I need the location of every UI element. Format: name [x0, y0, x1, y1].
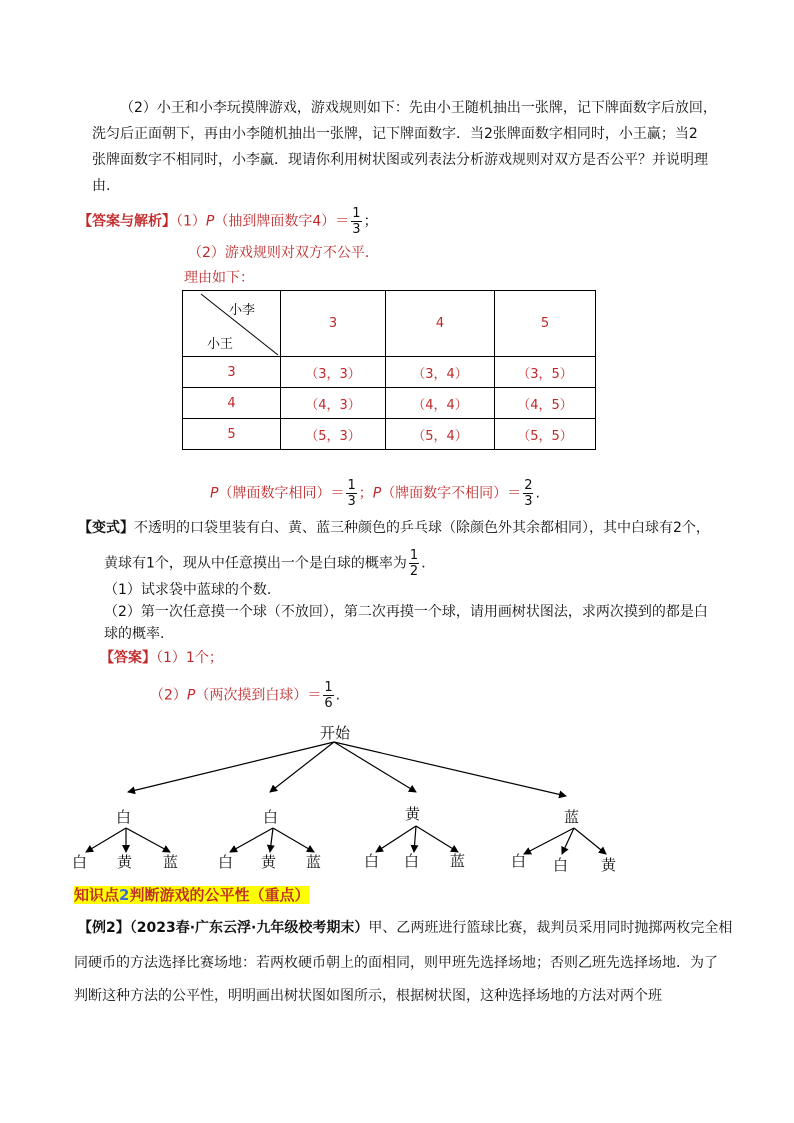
answer2-p: P: [186, 687, 196, 704]
table-cell: （5，5）: [495, 419, 596, 450]
tree-leaf: 黄: [601, 856, 617, 874]
tree-edge: [376, 826, 416, 852]
variant-fraction: [409, 548, 419, 579]
variant-text2b: ．: [421, 555, 436, 572]
problem2-line2: 洗匀后正面朝下，再由小李随机抽出一张牌，记下牌面数字．当2张牌面数字相同时，小王赢；当2: [92, 126, 698, 142]
example2-source: （2023春·广东云浮·九年级校考期末）: [129, 920, 369, 936]
answer2-prefix: （2）: [150, 687, 187, 704]
answer2-num: 1: [324, 680, 333, 695]
tree-leaf: 蓝: [450, 852, 466, 870]
answer2-den: 6: [324, 696, 333, 711]
tree-node-l1: 白: [116, 808, 132, 826]
probability-line: [210, 478, 540, 509]
prob-fraction-same: [346, 478, 356, 509]
prob-p2: P: [372, 485, 382, 502]
tree-edge: [128, 742, 334, 792]
corner-top-label: 小李: [229, 303, 256, 318]
variant-den: 2: [409, 564, 419, 579]
col-header: 5: [495, 291, 596, 357]
tree-edge: [416, 826, 458, 852]
prob-den-same: 3: [347, 494, 356, 509]
tree-leaf: 白: [72, 853, 88, 871]
answer1-p: P: [205, 213, 215, 230]
tree-edge: [126, 828, 170, 852]
variant-num: 1: [409, 548, 419, 563]
problem2-line4: 由.: [92, 178, 111, 194]
example2-tag: 【例2】: [78, 920, 130, 936]
prob-fraction-diff: [523, 478, 533, 509]
section-title: 判断游戏的公平性（重点）: [129, 886, 310, 904]
answer1-num: 1: [352, 206, 361, 221]
tree-edge: [230, 828, 273, 852]
answer1-event: （抽到牌面数字4）＝: [214, 213, 350, 230]
prob-event-diff: （牌面数字不相同）＝: [381, 485, 522, 502]
tree-node-l1: 黄: [405, 805, 421, 823]
answer1-end: ；: [363, 213, 378, 230]
section-heading: [74, 884, 309, 906]
answer1-part2: （2）游戏规则对双方不公平．: [188, 245, 379, 261]
tree-diagram: [0, 720, 794, 880]
answer2-line2: [150, 680, 340, 711]
prob-end: .: [535, 485, 540, 502]
answer2-event: （两次摸到白球）＝: [195, 687, 322, 704]
table-cell: （3，3）: [281, 357, 386, 388]
tree-edge: [414, 826, 416, 852]
tree-edge: [273, 828, 314, 852]
example2-text1: 甲、乙两班进行篮球比赛，裁判员采用同时抛掷两枚完全相: [368, 920, 733, 936]
tree-edge: [574, 828, 606, 854]
tree-edge: [334, 742, 566, 796]
table-cell: （5，4）: [386, 419, 495, 450]
variant-q2-line2: 球的概率.: [104, 626, 165, 642]
answer2-tag: 【答案】: [100, 650, 156, 666]
tree-edge: [86, 828, 126, 852]
tree-leaf: 黄: [117, 853, 133, 871]
tree-leaf: 蓝: [306, 853, 322, 871]
corner-bottom-label: 小王: [207, 337, 234, 352]
reason-label: 理由如下：: [184, 270, 254, 286]
answer1-den: 3: [352, 222, 361, 237]
example2-line2: 同硬币的方法选择比赛场地：若两枚硬币朝上的面相同，则甲班先选择场地；否则乙班先选择场地．为了: [74, 955, 718, 971]
example2-line1: [78, 918, 732, 938]
tree-leaf: 白: [404, 852, 420, 870]
problem2-line3: 张牌面数字不相同时，小李赢．现请你利用树状图或列表法分析游戏规则对双方是否公平？并说明理: [92, 152, 708, 168]
variant-line1: [78, 518, 710, 538]
answer1-fraction: [351, 206, 361, 237]
answer2-end: .: [335, 687, 341, 704]
tree-leaf: 白: [364, 852, 380, 870]
table-cell: （3，5）: [495, 357, 596, 388]
answer2-part1: （1）1个；: [156, 650, 223, 666]
prob-sep: ；: [358, 485, 373, 502]
variant-q1: （1）试求袋中蓝球的个数.: [104, 582, 272, 598]
table-cell: （4，5）: [495, 388, 596, 419]
variant-tag: 【变式】: [78, 520, 134, 536]
table-cell: （4，3）: [281, 388, 386, 419]
table-cell: （5，3）: [281, 419, 386, 450]
tree-leaf: 白: [218, 853, 234, 871]
section-number: 2: [119, 886, 130, 904]
tree-leaf: 黄: [261, 853, 277, 871]
table-cell: （3，4）: [386, 357, 495, 388]
answer-analysis-tag: 【答案与解析】: [78, 213, 176, 230]
prob-num-same: 1: [347, 478, 356, 493]
prob-p1: P: [210, 485, 219, 502]
problem2-line1: （2）小王和小李玩摸牌游戏，游戏规则如下：先由小王随机抽出一张牌，记下牌面数字后放回，: [120, 100, 717, 116]
tree-edge: [562, 828, 574, 854]
tree-edge: [334, 742, 416, 792]
prob-num-diff: 2: [524, 478, 533, 493]
answer1-prefix: （1）: [176, 213, 206, 230]
tree-edge: [270, 828, 273, 852]
variant-q2-line1: （2）第一次任意摸一个球（不放回），第二次再摸一个球，请用画树状图法，求两次摸到的都是白: [104, 604, 708, 620]
answer2-fraction: [323, 680, 333, 711]
col-header: 4: [386, 291, 495, 357]
table-cell: （4，4）: [386, 388, 495, 419]
tree-leaf: 白: [553, 856, 569, 874]
section-prefix: 知识点: [74, 886, 120, 904]
tree-leaf: 白: [511, 852, 527, 870]
tree-node-l1: 蓝: [564, 808, 580, 826]
example2-line3: 判断这种方法的公平性，明明画出树状图如图所示，根据树状图，这种选择场地的方法对两个班: [74, 988, 662, 1004]
prob-event-same: （牌面数字相同）＝: [218, 485, 345, 502]
outcome-table: [182, 290, 596, 450]
row-header: 4: [183, 388, 281, 419]
col-header: 3: [281, 291, 386, 357]
table-corner-cell: [183, 291, 281, 357]
variant-line2: [104, 548, 435, 579]
prob-den-diff: 3: [524, 494, 533, 509]
answer1-line: [78, 206, 378, 237]
tree-node-l1: 白: [263, 808, 279, 826]
tree-root: 开始: [320, 724, 351, 742]
tree-leaf: 蓝: [163, 853, 179, 871]
answer2-line1: [100, 648, 223, 668]
row-header: 3: [183, 357, 281, 388]
variant-text2a: 黄球有1个，现从中任意摸出一个是白球的概率为: [104, 555, 407, 572]
tree-edge: [524, 828, 574, 854]
variant-text1: 不透明的口袋里装有白、黄、蓝三种颜色的乒乓球（除颜色外其余都相同），其中白球有2个，: [134, 520, 710, 536]
row-header: 5: [183, 419, 281, 450]
